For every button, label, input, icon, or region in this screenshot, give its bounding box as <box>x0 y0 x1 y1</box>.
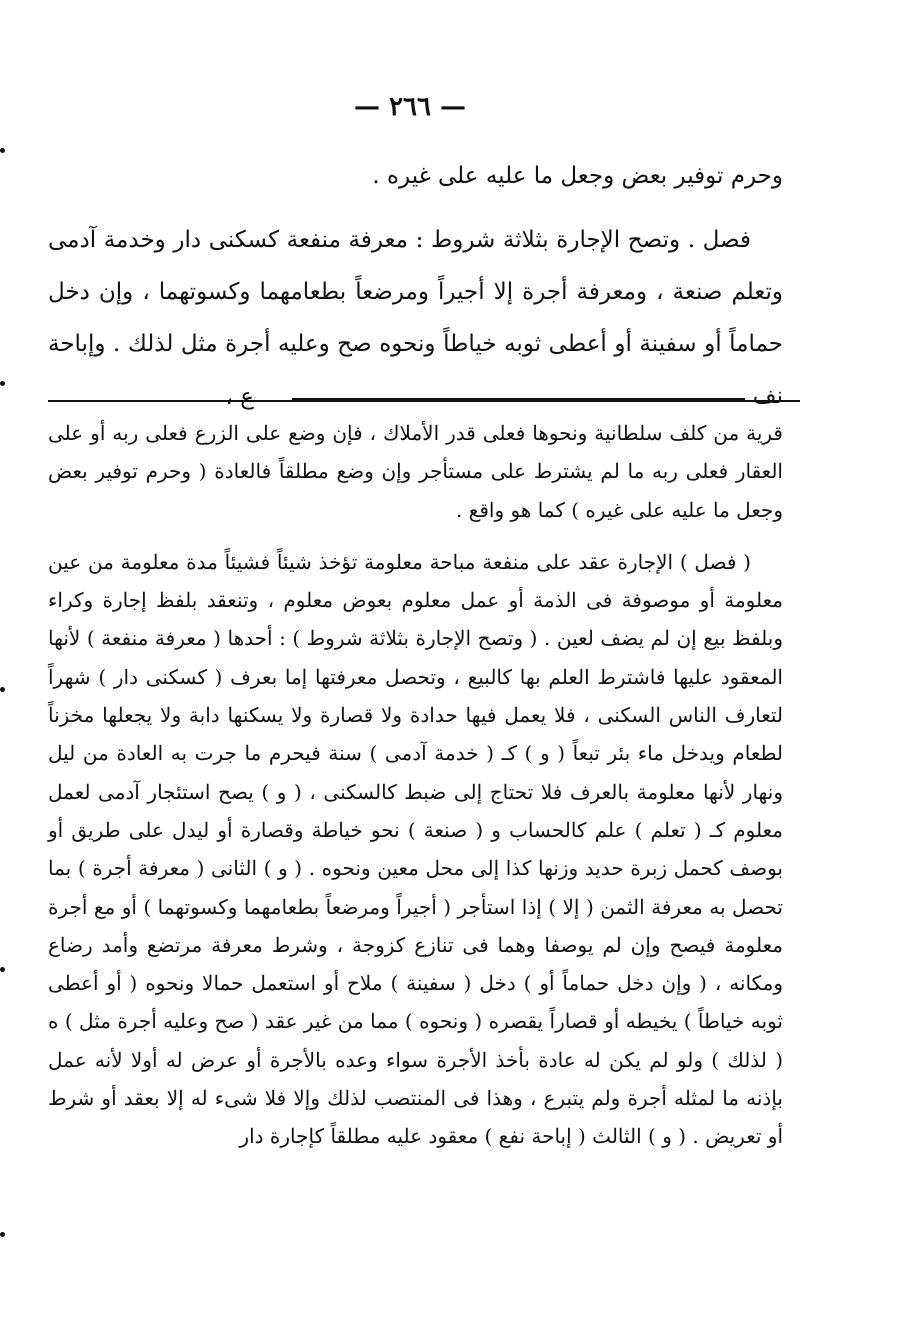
margin-mark <box>0 148 5 153</box>
margin-mark <box>0 381 5 386</box>
sharh-paragraph: قرية من كلف سلطانية ونحوها فعلى قدر الأملاك ، فإن وضع على الزرع فعلى ربه أو على العقار فعلى ربه ما لم يشترط على مستأجر وإن وضع مطلقاً فالعادة ( وحرم توفير بعض وجعل ما عليه على غيره ) كما هو واقع . <box>48 421 783 522</box>
matn-paragraph <box>48 214 783 423</box>
margin-mark <box>0 1232 5 1237</box>
margin-mark <box>0 687 5 692</box>
matn-text <box>48 150 783 423</box>
matn-line: وحرم توفير بعض وجعل ما عليه على غيره . <box>372 163 783 189</box>
sharh-paragraph: ( فصل ) الإجارة عقد على منفعة مباحة معلومة تؤخذ شيئاً فشيئاً مدة معلومة من عين معلومة أو موصوفة فى الذمة أو عمل معلوم بعوض معلوم ، وتنعقد بلفظ إجارة وكراء وبلفظ بيع إن لم يضف لعين . ( وتصح الإجارة بثلاثة شروط ) : أحدها ( معرفة منفعة ) لأنها المعقود عليها فاشترط العلم بها كالبيع ، وتحصل معرفتها إما بعرف ( كسكنى دار ) شهراً لتعارف الناس السكنى ، فلا يعمل فيها حدادة ولا قصارة ولا يسكنها دابة ولا يجعلها مخزناً لطعام ويدخل ماء بئر تبعاً ( و ) كـ ( خدمة آدمى ) سنة فيحرم ما جرت به العادة من ليل ونهار لأنها معلومة بالعرف فلا تحتاج إلى ضبط كالسكنى ، ( و ) يصح استئجار آدمى لعمل معلوم كـ ( تعلم ) علم كالحساب و ( صنعة ) نحو خياطة وقصارة أو ليدل على طريق أو بوصف كحمل زبرة حديد وزنها كذا إلى محل معين ونحوه . ( و ) الثانى ( معرفة أجرة ) بما تحصل به معرفة الثمن ( إلا ) إذا استأجر ( أجيراً ومرضعاً بطعامهما وكسوتهما ) أو مع أجرة معلومة فيصح وإن لم يوصفا وهما فى تنازع كزوجة ، وشرط معرفة مرتضع وأمد رضاع ومكانه ، ( وإن دخل حماماً أو ) دخل ( سفينة ) ملاح أو استعمل حمالا ونحوه ( أو أعطى ثوبه خياطاً ) يخيطه أو قصاراً يقصره ( ونحوه ) مما من غير عقد ( صح وعليه أجرة مثل ) ه ( لذلك ) ولو لم يكن له عادة بأخذ الأجرة سواء وعده بالأجرة أو عرض له أولا لأنه عمل بإذنه ما لمثله أجرة ولم يتبرع ، وهذا فى المنتصب لذلك وإلا فلا شىء له إلا بعقد أو شرط أو تعريض . ( و ) الثالث ( إباحة نفع ) معقود عليه مطلقاً كإجارة دار <box>48 549 783 1149</box>
margin-mark <box>0 967 5 972</box>
sharh-text <box>48 414 783 1156</box>
matn-paragraph-text: فصل . وتصح الإجارة بثلاثة شروط : معرفة منفعة كسكنى دار وخدمة آدمى وتعلم صنعة ، ومعرفة أجرة إلا أجيراً ومرضعاً بطعامهما وكسوتهما ، وإن دخل حماماً أو سفينة أو أعطى ثوبه خياطاً ونحوه صح وعليه أجرة مثل لذلك . وإباحة نف <box>48 227 783 409</box>
page-number: — ٢٦٦ — <box>353 92 467 122</box>
truncated-text-end: ع ، <box>225 384 254 410</box>
section-divider <box>48 400 800 402</box>
